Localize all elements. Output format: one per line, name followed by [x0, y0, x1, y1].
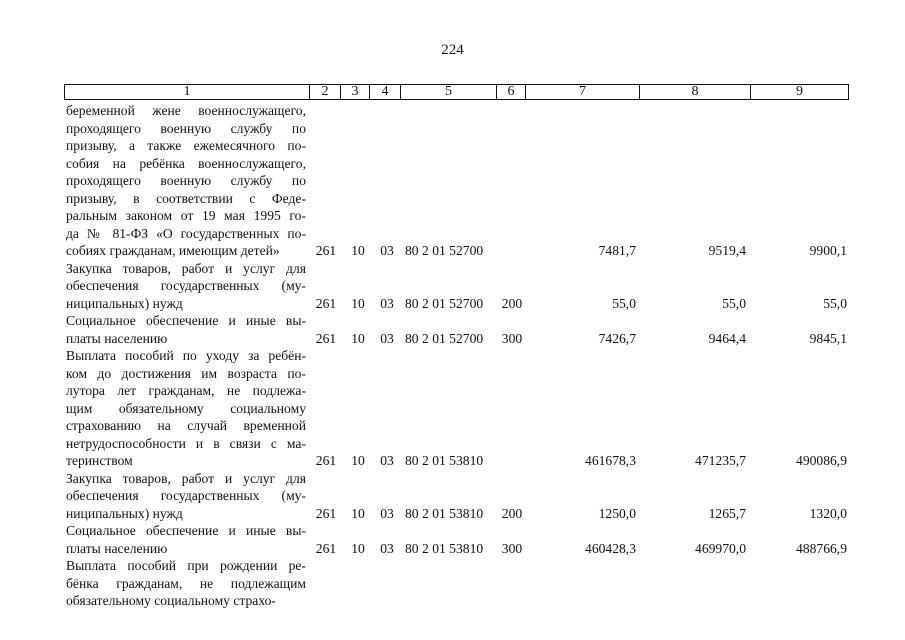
header-col-7: 7	[525, 85, 639, 99]
row-description-line: Выплата пособий по уходу за ребён-	[66, 348, 306, 363]
header-col-6: 6	[496, 85, 525, 99]
table-header-row	[64, 84, 849, 100]
cell-c4: 03	[380, 453, 394, 468]
cell-c3: 10	[351, 453, 365, 468]
cell-c7: 1250,0	[598, 505, 636, 521]
cell-c7: 460428,3	[585, 540, 636, 556]
cell-c8: 9464,4	[708, 330, 746, 346]
cell-c4: 03	[380, 295, 394, 311]
row-description-line: платы населению	[66, 330, 168, 346]
row-description-line: Закупка товаров, работ и услуг для	[66, 470, 306, 486]
cell-c5: 80 2 01 53810	[405, 505, 484, 521]
cell-c7: 7481,7	[598, 243, 636, 258]
header-col-9: 9	[750, 85, 848, 99]
cell-c3: 10	[351, 295, 365, 311]
row-description-line: да № 81-ФЗ «О государственных по-	[66, 225, 306, 241]
cell-c2: 261	[315, 505, 337, 521]
header-col-4: 4	[369, 85, 400, 99]
row-description-line: страхованию на случай временной	[66, 418, 306, 433]
cell-c6: 200	[501, 505, 523, 521]
row-description-line: обеспечения государственных (му-	[66, 278, 306, 293]
row-description-line: Социальное обеспечение и иные вы-	[66, 523, 306, 538]
row-description-line: платы населению	[66, 540, 168, 556]
cell-c9: 55,0	[823, 295, 847, 311]
row-description-line: собия на ребёнка военнослужащего,	[66, 155, 306, 171]
row-description-line: ниципальных) нужд	[66, 295, 183, 311]
cell-c9: 9900,1	[809, 243, 847, 258]
cell-c8: 9519,4	[708, 243, 746, 258]
cell-c7: 461678,3	[585, 453, 636, 468]
cell-c5: 80 2 01 52700	[405, 243, 484, 258]
page-number: 224	[441, 42, 464, 58]
cell-c9: 9845,1	[809, 330, 847, 346]
header-col-2: 2	[309, 85, 340, 99]
cell-c4: 03	[380, 540, 394, 556]
cell-c7: 7426,7	[598, 330, 636, 346]
cell-c6: 300	[501, 330, 523, 346]
row-description-line: обязательному социальному страхо-	[66, 593, 276, 608]
row-description-line: собиях гражданам, имеющим детей»	[66, 243, 280, 258]
cell-c9: 490086,9	[796, 453, 847, 468]
cell-c2: 261	[315, 243, 337, 258]
cell-c8: 55,0	[722, 295, 746, 311]
header-col-1: 1	[183, 84, 191, 99]
row-description-line: щим обязательному социальному	[66, 400, 306, 416]
row-description-line: бёнка гражданам, не подлежащим	[66, 575, 306, 591]
cell-c3: 10	[351, 505, 365, 521]
cell-c8: 1265,7	[708, 505, 746, 521]
header-col-5: 5	[400, 85, 496, 99]
header-col-3: 3	[340, 85, 369, 99]
cell-c5: 80 2 01 53810	[405, 540, 484, 556]
cell-c9: 1320,0	[809, 505, 847, 521]
row-description-line: ниципальных) нужд	[66, 505, 183, 521]
row-description-line: призыву, в соответствии с Феде-	[66, 190, 306, 206]
cell-c2: 261	[315, 330, 337, 346]
cell-c9: 488766,9	[796, 540, 847, 556]
row-description-line: ральным законом от 19 мая 1995 го-	[66, 208, 306, 223]
cell-c5: 80 2 01 52700	[405, 330, 484, 346]
cell-c5: 80 2 01 52700	[405, 295, 484, 311]
row-description-line: Выплата пособий при рождении ре-	[66, 558, 306, 573]
row-description-line: теринством	[66, 453, 133, 468]
cell-c6: 300	[501, 540, 523, 556]
cell-c4: 03	[380, 330, 394, 346]
cell-c2: 261	[315, 295, 337, 311]
cell-c2: 261	[315, 453, 337, 468]
cell-c3: 10	[351, 540, 365, 556]
cell-c4: 03	[380, 505, 394, 521]
row-description-line: обеспечения государственных (му-	[66, 488, 306, 503]
row-description-line: призыву, а также ежемесячного по-	[66, 138, 306, 153]
row-description-line: беременной жене военнослужащего,	[66, 103, 306, 118]
cell-c3: 10	[351, 243, 365, 258]
cell-c2: 261	[315, 540, 337, 556]
cell-c4: 03	[380, 243, 394, 258]
row-description-line: ком до достижения им возраста по-	[66, 365, 306, 381]
row-description-line: нетрудоспособности и в связи с ма-	[66, 435, 306, 451]
row-description-line: проходящего военную службу по	[66, 120, 306, 136]
cell-c5: 80 2 01 53810	[405, 453, 484, 468]
row-description-line: лутора лет гражданам, не подлежа-	[66, 383, 306, 398]
cell-c8: 471235,7	[695, 453, 746, 468]
row-description-line: Закупка товаров, работ и услуг для	[66, 260, 306, 276]
header-col-8: 8	[639, 85, 750, 99]
cell-c3: 10	[351, 330, 365, 346]
row-description-line: проходящего военную службу по	[66, 173, 306, 188]
row-description-line: Социальное обеспечение и иные вы-	[66, 313, 306, 328]
cell-c7: 55,0	[612, 295, 636, 311]
cell-c6: 200	[501, 295, 523, 311]
cell-c8: 469970,0	[695, 540, 746, 556]
